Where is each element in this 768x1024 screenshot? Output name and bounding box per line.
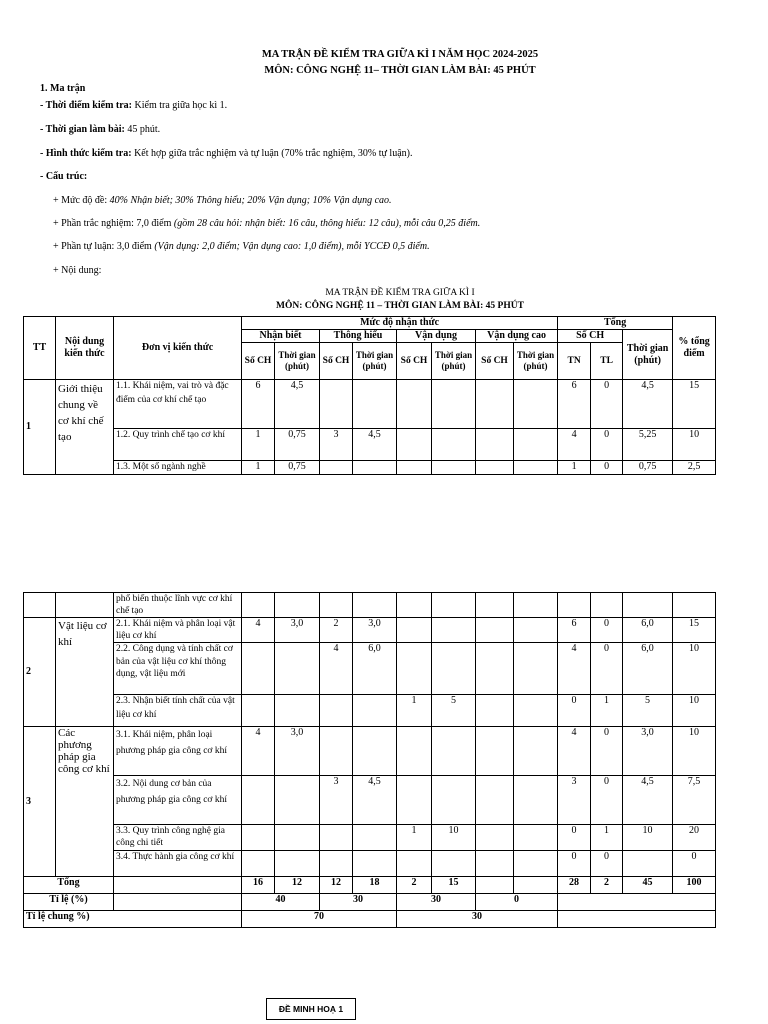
unit-cell: 3.3. Quy trình công nghệ gia công chi tiết — [114, 825, 242, 851]
header-time: Thời gian (phút) — [275, 343, 320, 380]
level-line: + Mức độ đề: 40% Nhận biết; 30% Thông hiểu; 20% Vận dụng; 10% Vận dụng cao. — [53, 195, 392, 206]
unit-cell: 2.2. Công dụng và tính chất cơ bản của vật liệu cơ khí thông dụng, vật liệu mới — [114, 643, 242, 695]
header-vdc: Vận dụng cao — [476, 330, 558, 343]
total-time: 5 — [623, 695, 673, 727]
th-time: 6,0 — [353, 643, 397, 695]
general-ratio-1: 70 — [242, 911, 397, 928]
vd-time: 5 — [432, 695, 476, 727]
total-vd-count: 2 — [397, 877, 432, 894]
table-row — [24, 618, 716, 643]
unit-cell: 3.2. Nội dung cơ bản của phương pháp gia công cơ khí — [114, 776, 242, 825]
header-tt: TT — [24, 317, 56, 380]
header-total: Tổng — [558, 317, 673, 330]
percent-cell: 10 — [673, 727, 716, 776]
total-time: 0,75 — [623, 461, 673, 475]
total-th-count: 12 — [320, 877, 353, 894]
tn-count: 4 — [558, 429, 591, 461]
table-row — [24, 643, 716, 695]
general-ratio-row — [24, 911, 716, 928]
tn-count: 0 — [558, 695, 591, 727]
unit-cell: 2.1. Khái niệm và phân loại vật liệu cơ khí — [114, 618, 242, 643]
nb-time: 3,0 — [275, 618, 320, 643]
vd-time: 10 — [432, 825, 476, 851]
total-percent: 100 — [673, 877, 716, 894]
header-time: Thời gian (phút) — [353, 343, 397, 380]
ratio-th: 30 — [320, 894, 397, 911]
nb-count: 6 — [242, 380, 275, 429]
tn-count: 0 — [558, 851, 591, 877]
th-time: 3,0 — [353, 618, 397, 643]
header-tl: TL — [591, 343, 623, 380]
header-vd: Vận dụng — [397, 330, 476, 343]
unit-cell: 1.1. Khái niệm, vai trò và đặc điểm của cơ khí chế tạo — [114, 380, 242, 429]
table-row — [24, 727, 716, 776]
percent-cell: 20 — [673, 825, 716, 851]
total-time: 6,0 — [623, 618, 673, 643]
percent-cell: 7,5 — [673, 776, 716, 825]
table-row — [24, 380, 716, 429]
tl-count: 0 — [591, 643, 623, 695]
total-tl: 2 — [591, 877, 623, 894]
th-count: 3 — [320, 429, 353, 461]
ratio-vd: 30 — [397, 894, 476, 911]
header-time: Thời gian (phút) — [432, 343, 476, 380]
header-nb: Nhận biết — [242, 330, 320, 343]
tl-count: 1 — [591, 825, 623, 851]
total-time: 4,5 — [623, 380, 673, 429]
row-number: 3 — [24, 727, 56, 877]
nb-count: 4 — [242, 727, 275, 776]
percent-cell: 2,5 — [673, 461, 716, 475]
th-count: 4 — [320, 643, 353, 695]
general-ratio-label: Tỉ lệ chung %) — [24, 911, 242, 928]
unit-cell: 3.4. Thực hành gia công cơ khí — [114, 851, 242, 877]
matrix-subtitle: MÔN: CÔNG NGHỆ 11 – THỜI GIAN LÀM BÀI: 45 PHÚT — [276, 301, 524, 311]
tl-count: 0 — [591, 727, 623, 776]
tl-count: 0 — [591, 461, 623, 475]
content-label: + Nội dung: — [53, 265, 102, 276]
th-time: 4,5 — [353, 776, 397, 825]
total-time: 45 — [623, 877, 673, 894]
row-number: 2 — [24, 618, 56, 727]
ratio-row — [24, 894, 716, 911]
general-ratio-2: 30 — [397, 911, 558, 928]
header-so: Số CH — [397, 343, 432, 380]
tl-count: 0 — [591, 776, 623, 825]
table-row — [24, 593, 716, 618]
tl-count: 0 — [591, 380, 623, 429]
percent-cell: 15 — [673, 380, 716, 429]
th-time: 4,5 — [353, 429, 397, 461]
unit-cell: phổ biến thuộc lĩnh vực cơ khí chế tạo — [114, 593, 242, 618]
tl-count: 0 — [591, 618, 623, 643]
nb-count: 4 — [242, 618, 275, 643]
doc-title: MA TRẬN ĐỀ KIỂM TRA GIỮA KÌ I NĂM HỌC 2024-2025 — [261, 49, 539, 60]
header-so: Số CH — [320, 343, 353, 380]
percent-cell: 0 — [673, 851, 716, 877]
tn-count: 4 — [558, 643, 591, 695]
header-percent: % tổng điểm — [673, 317, 716, 380]
total-time: 5,25 — [623, 429, 673, 461]
tn-count: 6 — [558, 380, 591, 429]
unit-cell: 3.1. Khái niệm, phân loại phương pháp gia công cơ khí — [114, 727, 242, 776]
th-count: 3 — [320, 776, 353, 825]
doc-subtitle: MÔN: CÔNG NGHỆ 11– THỜI GIAN LÀM BÀI: 45 PHÚT — [264, 65, 536, 76]
total-nb-time: 12 — [275, 877, 320, 894]
percent-cell: 10 — [673, 429, 716, 461]
total-nb-count: 16 — [242, 877, 275, 894]
header-time-total: Thời gian (phút) — [623, 330, 673, 380]
matrix-title: MA TRẬN ĐỀ KIỂM TRA GIỮA KÌ I — [325, 288, 475, 298]
table-row — [24, 776, 716, 825]
nb-count: 1 — [242, 429, 275, 461]
header-soch: Số CH — [558, 330, 623, 343]
exam-duration: - Thời gian làm bài: 45 phút. — [40, 124, 161, 135]
totals-row — [24, 877, 716, 894]
total-time: 3,0 — [623, 727, 673, 776]
percent-cell: 10 — [673, 643, 716, 695]
th-count: 2 — [320, 618, 353, 643]
tn-count: 4 — [558, 727, 591, 776]
tn-count: 6 — [558, 618, 591, 643]
percent-cell: 10 — [673, 695, 716, 727]
exam-time: - Thời điểm kiểm tra: Kiểm tra giữa học kì 1. — [40, 100, 228, 111]
essay-line: + Phần tự luận: 3,0 điểm (Vận dụng: 2,0 điểm; Vận dụng cao: 1,0 điểm), mỗi YCCĐ 0,5 điểm. — [53, 241, 430, 252]
tl-count: 0 — [591, 429, 623, 461]
header-time: Thời gian (phút) — [514, 343, 558, 380]
exam-form: - Hình thức kiểm tra: Kết hợp giữa trắc nghiệm và tự luận (70% trắc nghiệm, 30% tự luận). — [40, 148, 413, 159]
content-cell: Các phương pháp gia công cơ khí — [56, 727, 114, 877]
percent-cell: 15 — [673, 618, 716, 643]
table-row — [24, 825, 716, 851]
nb-time: 0,75 — [275, 461, 320, 475]
total-vd-time: 15 — [432, 877, 476, 894]
section-heading: 1. Ma trận — [40, 83, 86, 94]
ratio-label: Tỉ lệ (%) — [24, 894, 114, 911]
tl-count: 1 — [591, 695, 623, 727]
total-th-time: 18 — [353, 877, 397, 894]
tn-count: 0 — [558, 825, 591, 851]
matrix-table-part2 — [23, 592, 716, 928]
table-row — [24, 429, 716, 461]
table-row — [24, 695, 716, 727]
vd-count: 1 — [397, 695, 432, 727]
total-time: 6,0 — [623, 643, 673, 695]
header-content: Nội dung kiến thức — [56, 317, 114, 380]
ratio-nb: 40 — [242, 894, 320, 911]
mc-line: + Phần trắc nghiệm: 7,0 điểm (gồm 28 câu hỏi: nhận biết: 16 câu, thông hiểu: 12 câu), mỗi câu 0,25 điểm. — [53, 218, 481, 229]
table-row — [24, 851, 716, 877]
header-tn: TN — [558, 343, 591, 380]
total-time: 10 — [623, 825, 673, 851]
totals-label: Tổng — [24, 877, 114, 894]
header-so: Số CH — [476, 343, 514, 380]
unit-cell: 2.3. Nhận biết tính chất của vật liệu cơ khí — [114, 695, 242, 727]
tl-count: 0 — [591, 851, 623, 877]
row-number: 1 — [24, 380, 56, 475]
content-cell: Vật liệu cơ khí — [56, 618, 114, 727]
nb-count: 1 — [242, 461, 275, 475]
table-row — [24, 461, 716, 475]
total-tn: 28 — [558, 877, 591, 894]
total-time: 4,5 — [623, 776, 673, 825]
structure-label: - Cấu trúc: — [40, 171, 88, 182]
nb-time: 0,75 — [275, 429, 320, 461]
nb-time: 4,5 — [275, 380, 320, 429]
header-levels: Mức độ nhận thức — [242, 317, 558, 330]
header-so: Số CH — [242, 343, 275, 380]
unit-cell: 1.2. Quy trình chế tạo cơ khí — [114, 429, 242, 461]
unit-cell: 1.3. Một số ngành nghề — [114, 461, 242, 475]
sample-exam-label: ĐỀ MINH HOẠ 1 — [266, 998, 356, 1020]
matrix-table-part1 — [23, 316, 716, 475]
tn-count: 1 — [558, 461, 591, 475]
nb-time: 3,0 — [275, 727, 320, 776]
tn-count: 3 — [558, 776, 591, 825]
ratio-vdc: 0 — [476, 894, 558, 911]
header-unit: Đơn vị kiến thức — [114, 317, 242, 380]
vd-count: 1 — [397, 825, 432, 851]
header-th: Thông hiểu — [320, 330, 397, 343]
content-cell: Giới thiệu chung về cơ khí chế tạo — [56, 380, 114, 475]
